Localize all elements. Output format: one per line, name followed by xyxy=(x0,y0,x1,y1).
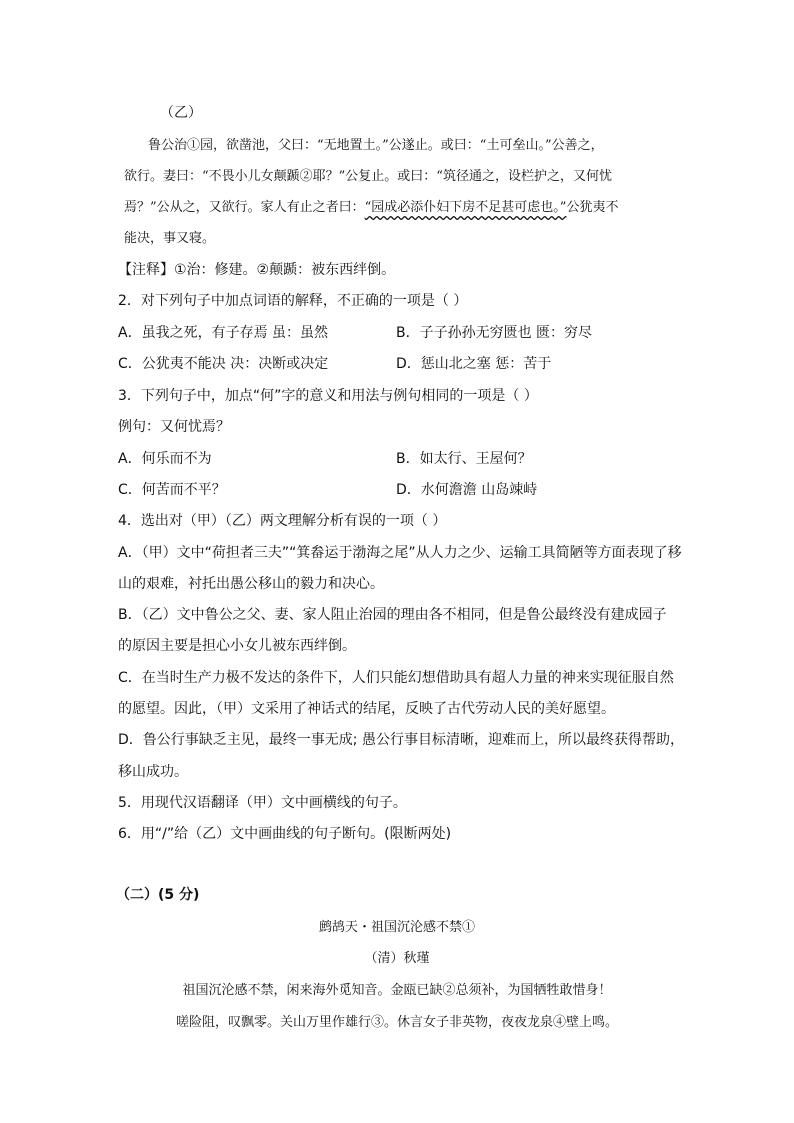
poem-line-1: 祖国沉沦感不禁，闲来海外觅知音。金瓯已缺②总须补，为国牺牲敢惜身！ xyxy=(182,983,612,998)
question-3-option-b: B．如太行、王屋何？ xyxy=(396,451,532,467)
poem-author: （清）秋瑾 xyxy=(364,951,430,966)
question-3-option-d: D．水何澹澹 山岛竦峙 xyxy=(396,482,538,498)
question-2-option-d: D．惩山北之塞 惩：苦于 xyxy=(396,356,552,372)
passage-yi-line-3-end: 公犹夷不 xyxy=(566,200,619,215)
annotation-note: 【注释】①治：修建。②颠踬：被东西绊倒。 xyxy=(118,262,396,278)
passage-yi-line-4: 能决，事又寝。 xyxy=(124,231,216,246)
question-4-option-d-line-2: 移山成功。 xyxy=(118,764,188,780)
section-2-heading: （二）(5 分) xyxy=(116,887,200,903)
question-4-option-b-line-2: 的原因主要是担心小女儿被东西绊倒。 xyxy=(118,638,356,654)
passage-yi-line-3 xyxy=(124,196,618,215)
question-3-stem: 3．下列句子中，加点“何”字的意义和用法与例句相同的一项是（ ） xyxy=(118,388,538,404)
question-4-option-c-line-2: 的愿望。因此，（甲）文采用了神话式的结尾，反映了古代劳动人民的美好愿望。 xyxy=(118,701,615,717)
poem-line-2: 嗟险阻，叹飘零。关山万里作雄行③。休言女子非英物，夜夜龙泉④壁上鸣。 xyxy=(175,1015,618,1030)
question-4-option-b-line-1: B．（乙）文中鲁公之父、妻、家人阻止治园的理由各不相同，但是鲁公最终没有建成园子 xyxy=(118,607,667,623)
question-5-stem: 5．用现代汉语翻译（甲）文中画横线的句子。 xyxy=(118,795,407,811)
question-2-option-a: A．虽我之死，有子存焉 虽：虽然 xyxy=(118,325,329,341)
question-2-option-b: B．子子孙孙无穷匮也 匮：穷尽 xyxy=(396,325,593,341)
question-2-option-c: C．公犹夷不能决 决：决断或决定 xyxy=(118,356,329,372)
passage-yi-heading: （乙） xyxy=(160,105,202,121)
question-4-option-c-line-1: C．在当时生产力极不发达的条件下，人们只能幻想借助具有超人力量的神来实现征服自然 xyxy=(118,670,674,686)
question-4-option-a-line-2: 山的艰难，衬托出愚公移山的毅力和决心。 xyxy=(118,576,384,592)
wavy-underlined-sentence: “园成必添仆妇下房不足甚可虑也。” xyxy=(364,200,567,215)
question-4-stem: 4．选出对（甲）（乙）两文理解分析有误的一项（ ） xyxy=(118,513,447,529)
passage-yi-line-1: 鲁公治①园，欲凿池，父曰：“无地置土。”公遂止。或曰：“土可垒山。”公善之， xyxy=(148,138,604,153)
question-4-option-d-line-1: D．鲁公行事缺乏主见，最终一事无成; 愚公行事目标清晰，迎难而上，所以最终获得帮助， xyxy=(118,732,684,748)
question-4-option-a-line-1: A．（甲）文中“荷担者三夫”“箕畚运于渤海之尾”从人力之少、运输工具简陋等方面表现了移 xyxy=(118,545,682,561)
question-2-stem: 2．对下列句子中加点词语的解释，不正确的一项是（ ） xyxy=(118,293,468,309)
question-3-option-c: C．何苦而不平？ xyxy=(118,482,226,498)
poem-title: 鹧鸪天・祖国沉沦感不禁① xyxy=(318,920,475,935)
passage-yi-line-3-start: 焉？”公从之，又欲行。家人有止之者曰： xyxy=(124,200,365,215)
question-6-stem: 6．用“/”给（乙）文中画曲线的句子断句。(限断两处) xyxy=(118,826,452,842)
question-3-example: 例句：又何忧焉？ xyxy=(118,419,230,435)
passage-yi-line-2: 欲行。妻曰：“不畏小儿女颠踬②耶？”公复止。或曰：“筑径通之，设栏护之，又何忧 xyxy=(124,169,612,184)
question-3-option-a: A．何乐而不为 xyxy=(118,451,212,467)
